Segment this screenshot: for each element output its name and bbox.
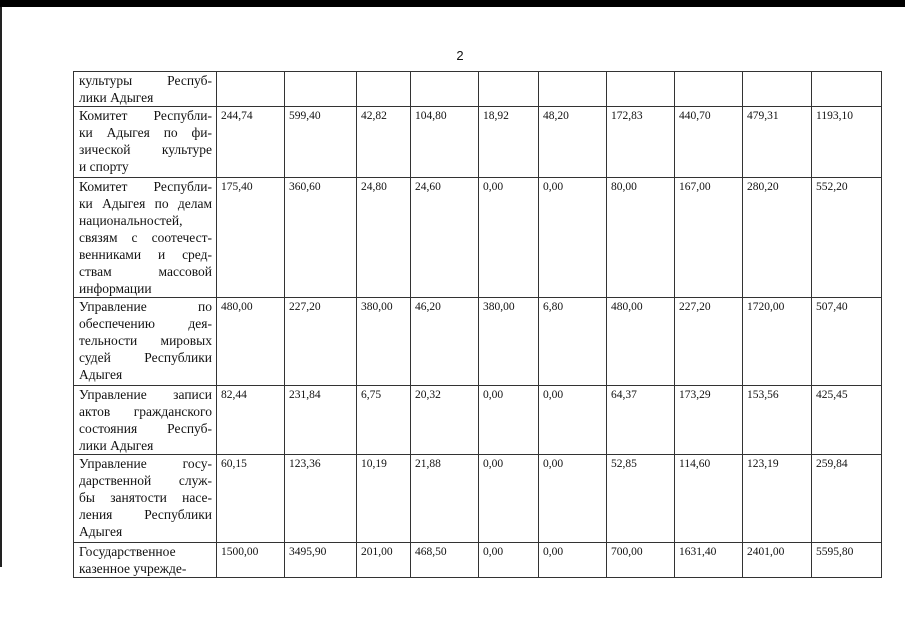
value-cell: 0,00 (479, 386, 539, 455)
value-cell: 700,00 (607, 543, 675, 578)
value-cell (411, 72, 479, 107)
value-cell: 1720,00 (743, 298, 812, 386)
table-row (74, 455, 882, 543)
value-cell: 0,00 (539, 386, 607, 455)
value-cell: 552,20 (812, 178, 882, 298)
organization-name-line: судей Республики (79, 350, 212, 365)
value-cell: 0,00 (479, 455, 539, 543)
value-cell: 0,00 (479, 543, 539, 578)
value-cell: 227,20 (285, 298, 357, 386)
organization-name-line: связям с соотечест- (79, 230, 212, 245)
value-cell: 18,92 (479, 107, 539, 178)
organization-name-line: Государственное (79, 544, 176, 559)
value-cell (812, 72, 882, 107)
value-cell: 599,40 (285, 107, 357, 178)
value-cell (217, 72, 285, 107)
organization-name-line: лики Адыгея (79, 90, 154, 105)
value-cell: 173,29 (675, 386, 743, 455)
table-row (74, 386, 882, 455)
value-cell: 123,19 (743, 455, 812, 543)
value-cell: 479,31 (743, 107, 812, 178)
organization-name-line: бы занятости насе- (79, 490, 212, 505)
table-row (74, 298, 882, 386)
value-cell: 64,37 (607, 386, 675, 455)
organization-name-line: ления Республики (79, 507, 212, 522)
value-cell: 153,56 (743, 386, 812, 455)
table-row (74, 72, 882, 107)
value-cell (539, 72, 607, 107)
value-cell: 104,80 (411, 107, 479, 178)
budget-table (73, 71, 882, 578)
organization-name-line: информации (79, 281, 152, 296)
value-cell: 227,20 (675, 298, 743, 386)
organization-name-line: Комитет Республи- (79, 179, 212, 194)
value-cell: 60,15 (217, 455, 285, 543)
organization-name-line: зической культуре (79, 142, 212, 157)
organization-name-line: и спорту (79, 159, 129, 174)
value-cell: 280,20 (743, 178, 812, 298)
organization-name-line: ки Адыгея по фи- (79, 125, 212, 140)
value-cell: 1631,40 (675, 543, 743, 578)
organization-name-line: актов гражданского (79, 404, 212, 419)
organization-name-line: культуры Респуб- (79, 73, 212, 88)
table-row (74, 178, 882, 298)
value-cell: 360,60 (285, 178, 357, 298)
organization-name-line: состояния Респуб- (79, 421, 212, 436)
organization-name-line: Управление госу- (79, 456, 212, 471)
organization-name-line: ствам массовой (79, 264, 212, 279)
value-cell: 480,00 (217, 298, 285, 386)
value-cell: 380,00 (357, 298, 411, 386)
value-cell (357, 72, 411, 107)
value-cell: 1193,10 (812, 107, 882, 178)
value-cell (607, 72, 675, 107)
value-cell: 114,60 (675, 455, 743, 543)
value-cell: 80,00 (607, 178, 675, 298)
value-cell (479, 72, 539, 107)
value-cell: 123,36 (285, 455, 357, 543)
organization-name-line: дарственной служ- (79, 473, 212, 488)
organization-name-line: лики Адыгея (79, 438, 154, 453)
value-cell: 1500,00 (217, 543, 285, 578)
value-cell: 172,83 (607, 107, 675, 178)
value-cell: 231,84 (285, 386, 357, 455)
organization-name-line: национальностей, (79, 213, 183, 228)
value-cell: 440,70 (675, 107, 743, 178)
value-cell: 6,75 (357, 386, 411, 455)
value-cell: 82,44 (217, 386, 285, 455)
value-cell: 175,40 (217, 178, 285, 298)
value-cell: 2401,00 (743, 543, 812, 578)
organization-name-cell (74, 107, 217, 178)
value-cell: 425,45 (812, 386, 882, 455)
value-cell: 167,00 (675, 178, 743, 298)
organization-name-line: Адыгея (79, 367, 123, 382)
organization-name-cell (74, 178, 217, 298)
table-body (74, 72, 882, 578)
value-cell: 244,74 (217, 107, 285, 178)
organization-name-cell (74, 298, 217, 386)
value-cell: 21,88 (411, 455, 479, 543)
value-cell: 201,00 (357, 543, 411, 578)
organization-name-cell (74, 72, 217, 107)
value-cell: 468,50 (411, 543, 479, 578)
value-cell: 3495,90 (285, 543, 357, 578)
organization-name-line: тельности мировых (79, 333, 212, 348)
organization-name-cell (74, 543, 217, 578)
value-cell: 24,60 (411, 178, 479, 298)
value-cell (743, 72, 812, 107)
organization-name-line: Управление записи (79, 387, 212, 402)
organization-name-cell (74, 455, 217, 543)
organization-name-line: венниками и сред- (79, 247, 212, 262)
organization-name-line: Комитет Республи- (79, 108, 212, 123)
value-cell (285, 72, 357, 107)
organization-name-line: Адыгея (79, 524, 123, 539)
value-cell: 52,85 (607, 455, 675, 543)
value-cell: 480,00 (607, 298, 675, 386)
value-cell: 507,40 (812, 298, 882, 386)
table-row (74, 107, 882, 178)
value-cell: 0,00 (539, 455, 607, 543)
organization-name-cell (74, 386, 217, 455)
organization-name-line: ки Адыгея по делам (79, 196, 212, 211)
value-cell: 42,82 (357, 107, 411, 178)
organization-name-line: казенное учрежде- (79, 561, 187, 576)
value-cell: 380,00 (479, 298, 539, 386)
page-number: 2 (456, 48, 464, 63)
scan-border-left (0, 7, 2, 567)
value-cell: 5595,80 (812, 543, 882, 578)
table-row (74, 543, 882, 578)
value-cell (675, 72, 743, 107)
organization-name-line: обеспечению дея- (79, 316, 212, 331)
value-cell: 0,00 (539, 543, 607, 578)
value-cell: 48,20 (539, 107, 607, 178)
value-cell: 20,32 (411, 386, 479, 455)
value-cell: 259,84 (812, 455, 882, 543)
value-cell: 6,80 (539, 298, 607, 386)
value-cell: 10,19 (357, 455, 411, 543)
organization-name-line: Управление по (79, 299, 212, 314)
value-cell: 0,00 (479, 178, 539, 298)
scan-border-top (0, 0, 905, 7)
value-cell: 24,80 (357, 178, 411, 298)
value-cell: 0,00 (539, 178, 607, 298)
value-cell: 46,20 (411, 298, 479, 386)
